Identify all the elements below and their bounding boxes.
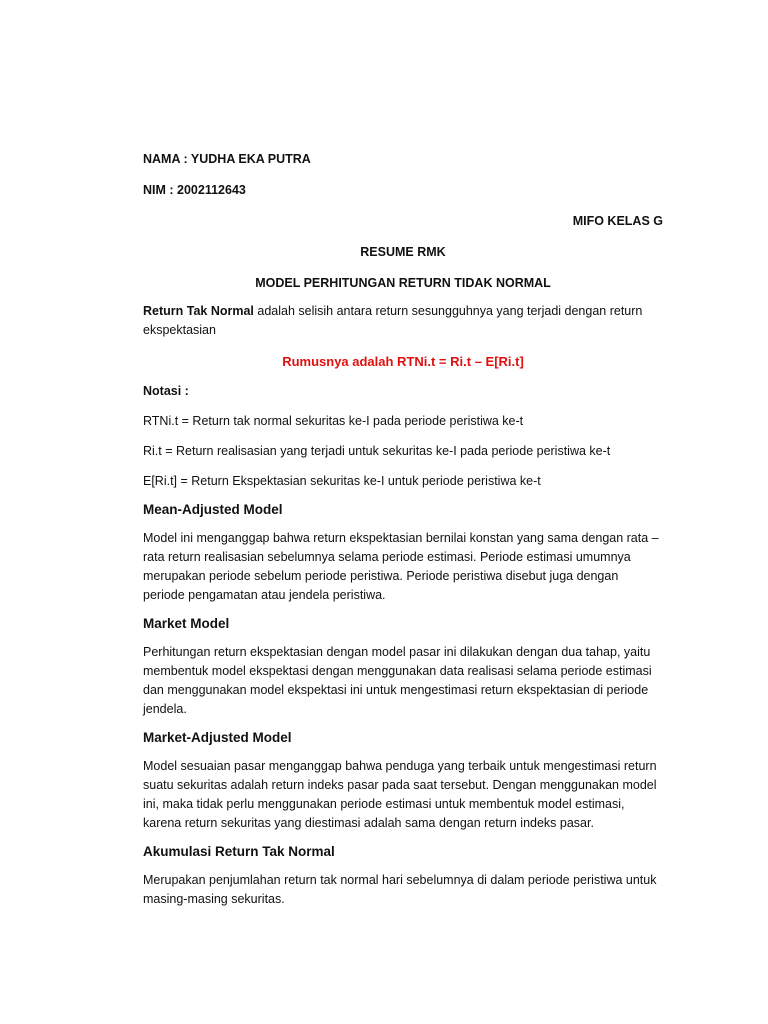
section-body: Merupakan penjumlahan return tak normal hari sebelumnya di dalam periode peristiwa untuk masing-masing sekuritas. (143, 873, 657, 906)
student-id: NIM : 2002112643 (143, 183, 246, 197)
formula: Rumusnya adalah RTNi.t = Ri.t – E[Ri.t] (282, 354, 524, 369)
notation-item: E[Ri.t] = Return Ekspektasian sekuritas ke-I untuk periode peristiwa ke-t (143, 474, 541, 488)
section-body: Perhitungan return ekspektasian dengan model pasar ini dilakukan dengan dua tahap, yaitu membentuk model ekspektasi dengan menggunakan data realisasi selama periode estimasi dan menggunakan model ekspektasi ini untuk mengestimasi return ekspektasian di periode jendela. (143, 645, 652, 716)
class-label: MIFO KELAS G (572, 214, 663, 228)
document-subtitle: MODEL PERHITUNGAN RETURN TIDAK NORMAL (255, 276, 551, 290)
notation-heading: Notasi : (143, 384, 189, 398)
section-heading: Akumulasi Return Tak Normal (143, 844, 335, 859)
section-heading: Market Model (143, 616, 230, 631)
section-body: Model ini menganggap bahwa return ekspektasian bernilai konstan yang sama dengan rata – rata return realisasian sebelumnya selama periode estimasi. Periode estimasi umumnya merupakan periode sebelum periode peristiwa. Periode peristiwa disebut juga dengan periode pengamatan atau jendela peristiwa. (143, 531, 659, 602)
document-title: RESUME RMK (360, 245, 446, 259)
section-heading: Mean-Adjusted Model (143, 502, 283, 517)
intro-paragraph (143, 302, 663, 340)
intro-text: adalah selisih antara return sesungguhnya yang terjadi dengan return ekspektasian (143, 304, 643, 337)
student-name: NAMA : YUDHA EKA PUTRA (143, 152, 311, 166)
notation-item: RTNi.t = Return tak normal sekuritas ke-I pada periode peristiwa ke-t (143, 414, 524, 428)
document-page (143, 150, 663, 909)
section-body: Model sesuaian pasar menganggap bahwa penduga yang terbaik untuk mengestimasi return suatu sekuritas adalah return indeks pasar pada saat tersebut. Dengan menggunakan model ini, maka tidak perlu menggunakan periode estimasi untuk membentuk model estimasi, karena return sekuritas yang diestimasi adalah sama dengan return indeks pasar. (143, 759, 657, 830)
section-heading: Market-Adjusted Model (143, 730, 292, 745)
intro-term: Return Tak Normal (143, 304, 254, 318)
notation-item: Ri.t = Return realisasian yang terjadi untuk sekuritas ke-I pada periode peristiwa ke-t (143, 444, 611, 458)
